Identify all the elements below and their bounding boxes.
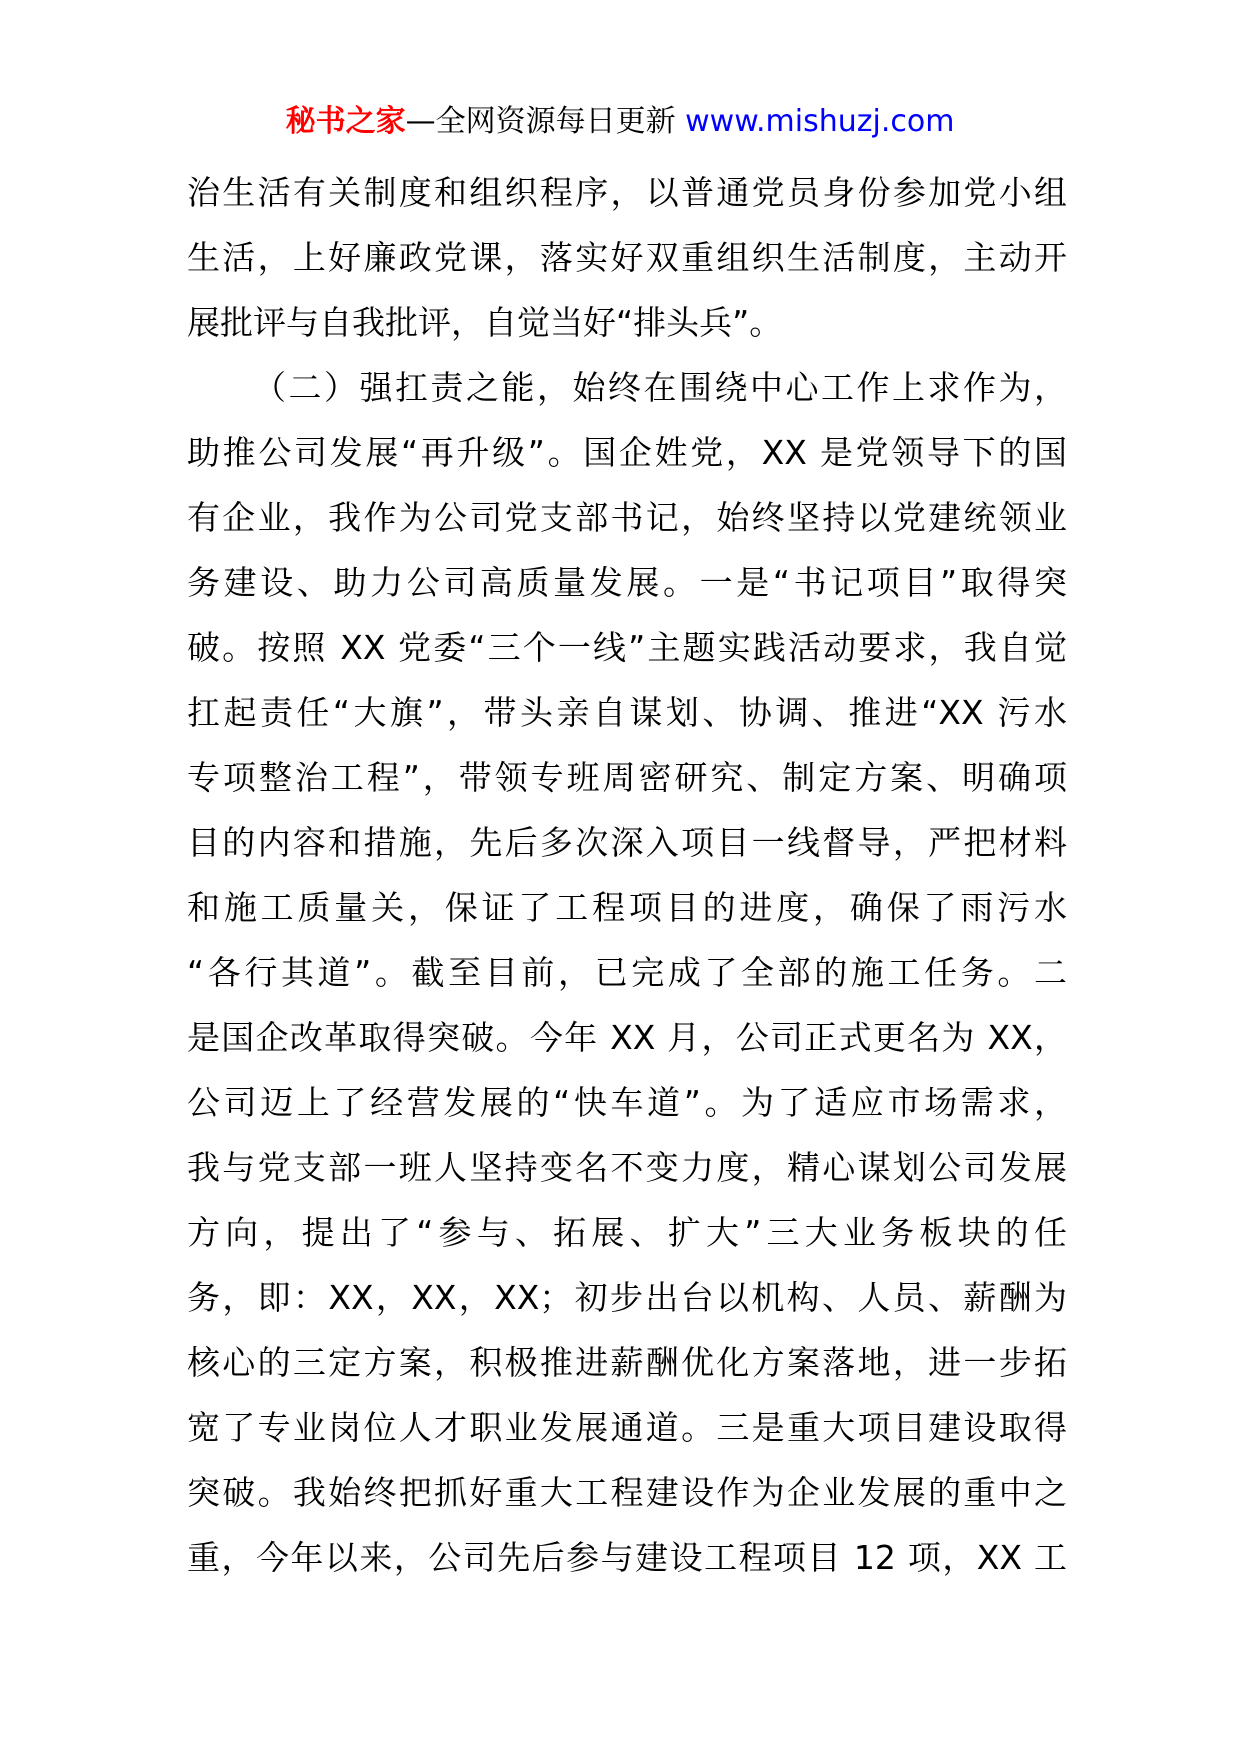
text-line: 目的内容和措施，先后多次深入项目一线督导，严把材料 — [187, 823, 1067, 862]
header-slogan: —全网资源每日更新 — [405, 104, 686, 139]
text-line: 助推公司发展“再升级”。国企姓党，XX 是党领导下的国 — [187, 433, 1067, 472]
site-url[interactable]: www.mishuzj.com — [685, 104, 955, 139]
text-line: 是国企改革取得突破。今年 XX 月，公司正式更名为 XX， — [187, 1018, 1067, 1057]
text-line: 方向，提出了“参与、拓展、扩大”三大业务板块的任 — [187, 1213, 1067, 1252]
text-line: 突破。我始终把抓好重大工程建设作为企业发展的重中之 — [187, 1473, 1067, 1512]
text-line: 公司迈上了经营发展的“快车道”。为了适应市场需求， — [187, 1083, 1067, 1122]
text-line: 务建设、助力公司高质量发展。一是“书记项目”取得突 — [187, 563, 1067, 602]
text-line: 宽了专业岗位人才职业发展通道。三是重大项目建设取得 — [187, 1408, 1067, 1447]
text-line: 核心的三定方案，积极推进薪酬优化方案落地，进一步拓 — [187, 1343, 1067, 1382]
text-line: 重，今年以来，公司先后参与建设工程项目 12 项，XX 工 — [187, 1538, 1067, 1577]
site-header — [0, 100, 1240, 144]
document-body — [187, 160, 1067, 1590]
paragraph-heading-line: （二）强扛责之能，始终在围绕中心工作上求作为， — [253, 368, 1067, 407]
text-line: “各行其道”。截至目前，已完成了全部的施工任务。二 — [187, 953, 1067, 992]
text-line: 破。按照 XX 党委“三个一线”主题实践活动要求，我自觉 — [187, 628, 1067, 667]
text-line: 治生活有关制度和组织程序，以普通党员身份参加党小组 — [187, 173, 1067, 212]
text-line: 有企业，我作为公司党支部书记，始终坚持以党建统领业 — [187, 498, 1067, 537]
text-line: 展批评与自我批评，自觉当好“排头兵”。 — [187, 303, 783, 342]
text-line: 和施工质量关，保证了工程项目的进度，确保了雨污水 — [187, 888, 1067, 927]
text-line: 专项整治工程”，带领专班周密研究、制定方案、明确项 — [187, 758, 1067, 797]
text-line: 扛起责任“大旗”，带头亲自谋划、协调、推进“XX 污水 — [187, 693, 1067, 732]
brand-name: 秘书之家 — [285, 104, 406, 139]
text-line: 我与党支部一班人坚持变名不变力度，精心谋划公司发展 — [187, 1148, 1067, 1187]
text-line: 务，即：XX，XX，XX；初步出台以机构、人员、薪酬为 — [187, 1278, 1067, 1317]
text-line: 生活，上好廉政党课，落实好双重组织生活制度，主动开 — [187, 238, 1067, 277]
